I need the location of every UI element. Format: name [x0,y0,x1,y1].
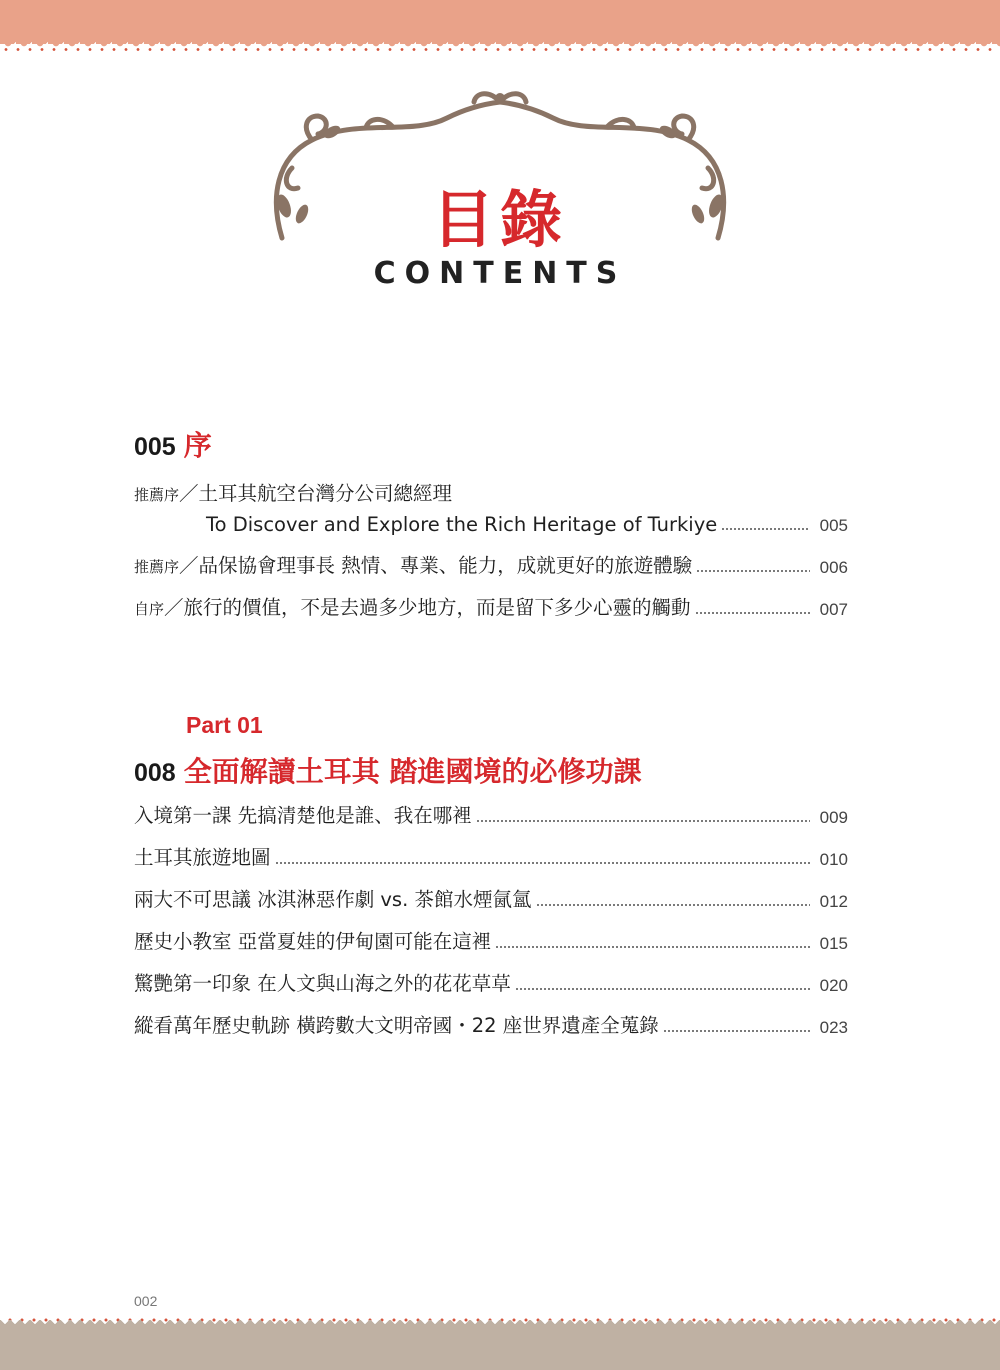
section-number: 005 [134,433,176,461]
toc-entry[interactable] [134,1008,848,1038]
section-title: 全面解讀土耳其 踏進國境的必修功課 [183,755,642,788]
toc-entry[interactable] [134,590,848,620]
page-number: 007 [819,600,848,619]
page-subtitle: CONTENTS [373,256,627,291]
dot-leader [695,612,810,614]
toc-entry[interactable] [134,548,848,578]
page-number: 006 [819,558,848,577]
dot-leader [476,820,810,822]
toc-entry[interactable] [134,882,848,912]
page-number: 012 [819,892,848,911]
toc-entry[interactable] [134,924,848,954]
entry-title: 歷史小教室 亞當夏娃的伊甸園可能在這裡 [134,930,492,953]
entry-title: 驚艷第一印象 在人文與山海之外的花花草草 [134,972,511,995]
dot-leader [536,904,811,906]
toc-entry[interactable] [134,966,848,996]
part-label: Part 01 [186,712,263,738]
entry-separator: ／ [179,554,199,577]
entry-title: 品保協會理事長 熱情、專業、能力，成就更好的旅遊體驗 [198,554,693,577]
toc-entry[interactable] [134,506,848,536]
entry-tag: 推薦序 [134,486,180,504]
dot-leader [275,862,810,864]
dot-leader [515,988,810,990]
entry-title: 土耳其旅遊地圖 [134,846,271,869]
page-number: 015 [819,934,848,953]
toc-entry[interactable] [134,476,848,506]
entry-separator: ／ [179,482,199,505]
entry-title: 縱看萬年歷史軌跡 橫跨數大文明帝國・22 座世界遺產全蒐錄 [134,1014,659,1037]
dot-leader [495,946,810,948]
page-number: 005 [819,516,848,535]
dot-leader [696,570,810,572]
entry-title: 土耳其航空台灣分公司總經理 [198,482,453,505]
entry-title: 入境第一課 先搞清楚他是誰、我在哪裡 [134,804,472,827]
section-heading [134,750,641,790]
section-heading [134,424,848,464]
page-folio: 002 [134,1293,158,1309]
page-number: 020 [819,976,848,995]
top-lace-trim [0,40,1000,52]
toc-entry[interactable] [134,798,848,828]
entry-title: 兩大不可思議 冰淇淋惡作劇 vs. 茶館水煙氤氳 [134,888,532,911]
bottom-decor-band [0,1326,1000,1370]
entry-title: To Discover and Explore the Rich Heritage of Turkiye [206,513,718,536]
page-title: 目錄 [431,183,568,256]
section-title: 序 [183,429,212,462]
toc-entry[interactable] [134,840,848,870]
page-number: 010 [819,850,848,869]
page-number: 009 [819,808,848,827]
top-decor-band [0,0,1000,44]
entry-tag: 推薦序 [134,558,180,576]
entry-separator: ／ [164,596,184,619]
dot-leader [663,1030,810,1032]
toc-section-preface [134,424,848,619]
page-number: 023 [819,1018,848,1037]
entry-tag: 自序 [134,600,165,618]
entry-title: 旅行的價值，不是去過多少地方，而是留下多少心靈的觸動 [183,596,691,619]
dot-leader [721,528,810,530]
section-number: 008 [134,759,176,787]
